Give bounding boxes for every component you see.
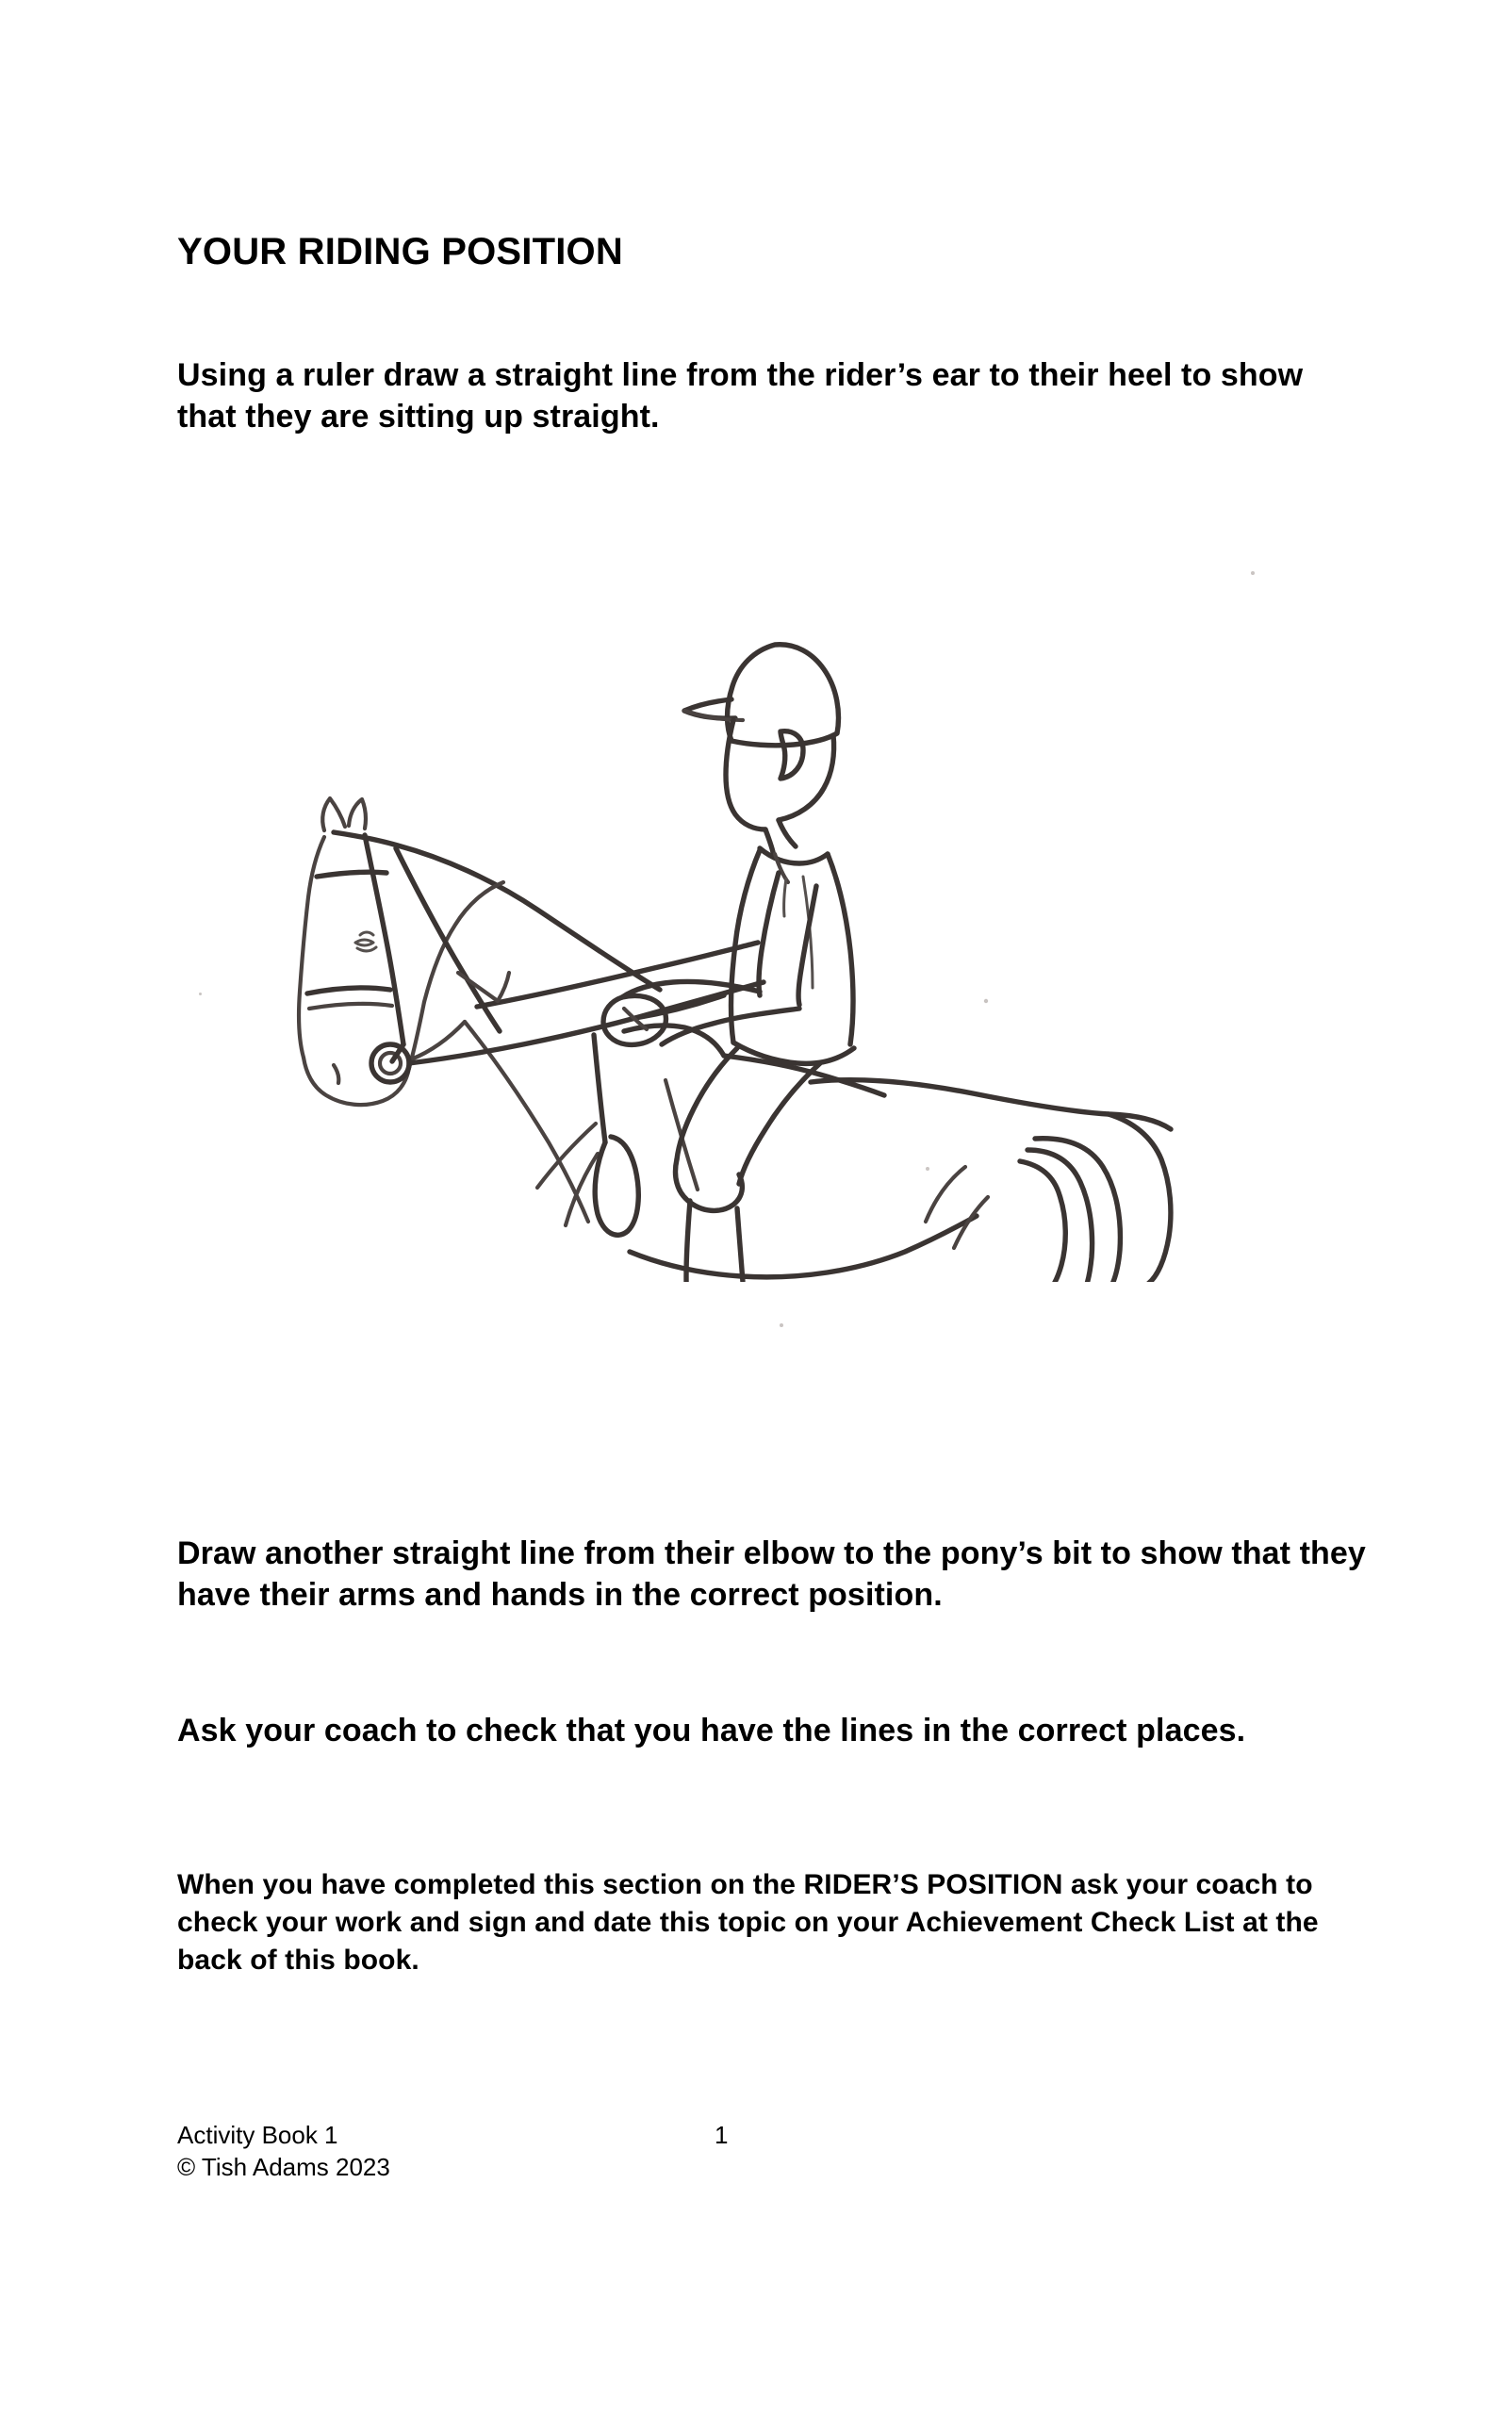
pony-nostril <box>334 1065 338 1083</box>
footer-copyright: © Tish Adams 2023 <box>177 2153 390 2182</box>
pony-ear-right <box>349 799 366 829</box>
pony-eye <box>355 940 373 945</box>
pony-flank-crease <box>926 1167 965 1222</box>
scan-speck-left <box>199 993 202 995</box>
footer-book-title: Activity Book 1 <box>177 2121 338 2149</box>
rider-neck-back <box>779 820 796 846</box>
pony-face-front-line <box>299 837 324 1058</box>
bridle-noseband <box>307 988 390 993</box>
rider-ear <box>781 731 803 779</box>
instruction-paragraph-1: Using a ruler draw a straight line from the rider’s ear to their heel to show that they are sitting up straight. <box>177 357 1304 435</box>
stirrup-iron <box>595 1137 638 1235</box>
scan-speck-2 <box>926 1167 929 1171</box>
saddle-flap <box>624 1026 724 1056</box>
page-title: YOUR RIDING POSITION <box>177 230 623 272</box>
instruction-paragraph-2: Draw another straight line from their elbow to the pony’s bit to show that they have their arms and hands in the correct position. <box>177 1535 1366 1614</box>
footer-page-number: 1 <box>715 2121 729 2149</box>
rider-calf-back <box>737 1208 747 1282</box>
pony-ear-left <box>322 798 345 830</box>
pony-tail-strand-3 <box>1020 1161 1065 1282</box>
pony-tail-strand-1 <box>1035 1139 1120 1282</box>
bridle-strap-stub-2 <box>498 973 509 1001</box>
rider-figure <box>603 645 854 1282</box>
footer-line-2 <box>177 2151 1356 2183</box>
rider-thigh-top <box>677 1048 737 1159</box>
page-footer <box>177 2119 1356 2184</box>
rider-on-pony-illustration <box>255 566 1244 1282</box>
rider-face-profile <box>726 720 765 829</box>
rider-knee <box>676 1159 743 1210</box>
instruction-paragraph-3: Ask your coach to check that you have the lines in the correct places. <box>177 1713 1246 1748</box>
scan-speck-1 <box>984 999 988 1003</box>
rider-on-pony-drawing <box>255 566 1244 1282</box>
rider-thigh-under <box>739 1063 820 1184</box>
pony-cheek-line <box>424 882 503 1002</box>
bridle-browband <box>317 872 386 877</box>
rider-jacket-back <box>828 854 853 1044</box>
pony-eye-lower <box>357 947 376 951</box>
pony-eye-detail <box>360 932 373 935</box>
footer-line-1 <box>177 2119 1356 2151</box>
bridle-noseband-lower <box>309 1004 392 1009</box>
instruction-paragraph-4: When you have completed this section on the RIDER’S POSITION ask your coach to check your work and sign and date this topic on your Achievement Check List at the back of this book. <box>177 1869 1319 1977</box>
rider-jacket-seam-2 <box>784 878 786 916</box>
scan-speck-top-right <box>1251 571 1255 575</box>
rider-neck-front <box>765 829 773 852</box>
rider-upper-arm-top <box>759 873 779 995</box>
pony-stifle-crease <box>954 1197 988 1248</box>
scan-speck-bottom <box>780 1323 783 1327</box>
pony-bridle <box>307 835 764 1082</box>
bridle-bit-ring <box>371 1044 409 1082</box>
pony-belly-line <box>630 1216 977 1277</box>
